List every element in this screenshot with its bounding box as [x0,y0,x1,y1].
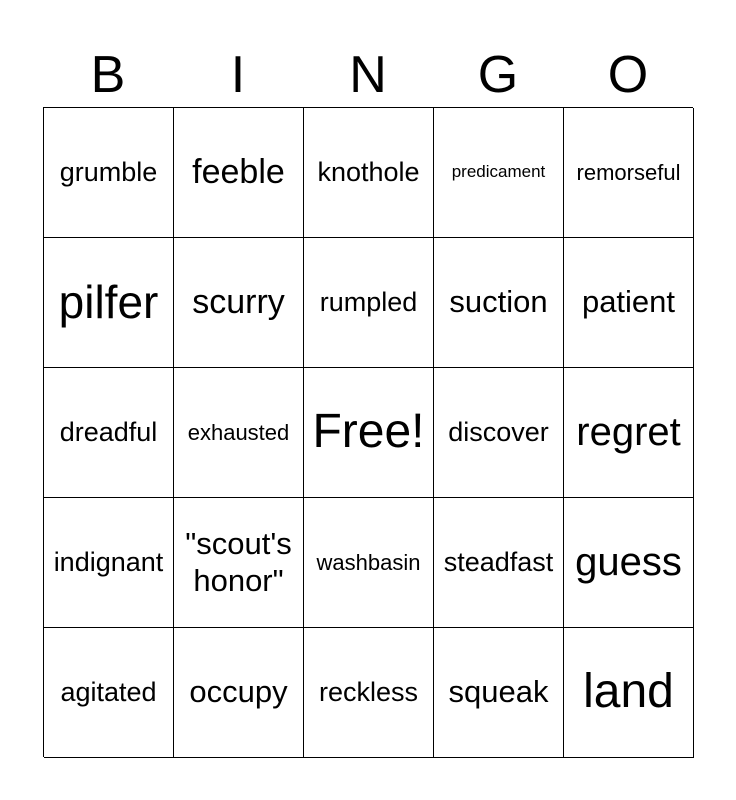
cell-word: washbasin [316,549,421,575]
cell-word: exhausted [187,419,290,445]
free-space-cell[interactable] [304,368,434,498]
bingo-cell[interactable] [174,498,304,628]
bingo-cell[interactable] [434,108,564,238]
header-letter-n: N [349,46,387,104]
free-space-label: Free! [312,405,425,459]
cell-word: scurry [192,283,285,322]
bingo-cell[interactable] [434,498,564,628]
header-letter-b: B [90,46,126,104]
header-letter-o: O [607,46,649,104]
bingo-cell[interactable] [434,238,564,368]
cell-word: knothole [317,156,420,187]
cell-word: predicament [451,162,546,182]
cell-word: suction [449,284,548,320]
cell-word: patient [581,284,676,320]
cell-word: pilfer [58,276,159,329]
bingo-cell[interactable] [564,628,694,758]
bingo-cell[interactable] [564,238,694,368]
cell-word: indignant [53,546,164,577]
cell-word: squeak [448,674,549,710]
bingo-cell[interactable] [304,628,434,758]
bingo-cell[interactable] [174,238,304,368]
bingo-cell[interactable] [304,498,434,628]
bingo-cell[interactable] [44,108,174,238]
cell-word: rumpled [319,286,418,317]
cell-word: dreadful [59,416,158,447]
bingo-cell[interactable] [44,238,174,368]
cell-word: grumble [59,156,158,187]
bingo-cell[interactable] [174,628,304,758]
bingo-cell[interactable] [44,498,174,628]
bingo-cell[interactable] [564,498,694,628]
bingo-cell[interactable] [304,238,434,368]
bingo-cell[interactable] [564,368,694,498]
cell-word: reckless [318,676,419,707]
cell-word: occupy [189,674,288,710]
bingo-cell[interactable] [564,108,694,238]
bingo-cell[interactable] [434,628,564,758]
cell-word: agitated [60,676,157,707]
bingo-header [43,42,693,108]
bingo-cell[interactable] [44,368,174,498]
cell-word: discover [448,416,549,447]
cell-word: "scout's honor" [185,525,292,598]
cell-word: regret [576,409,681,454]
header-letter-i: I [230,46,246,104]
cell-word: guess [575,539,682,584]
bingo-cell[interactable] [174,108,304,238]
cell-word: feeble [192,153,285,192]
bingo-cell[interactable] [44,628,174,758]
bingo-cell[interactable] [304,108,434,238]
cell-word: land [583,665,674,719]
bingo-cell[interactable] [434,368,564,498]
header-letter-g: G [477,46,519,104]
cell-word: steadfast [443,546,554,577]
cell-word: remorseful [576,159,681,185]
bingo-cell[interactable] [174,368,304,498]
bingo-board [43,107,693,757]
